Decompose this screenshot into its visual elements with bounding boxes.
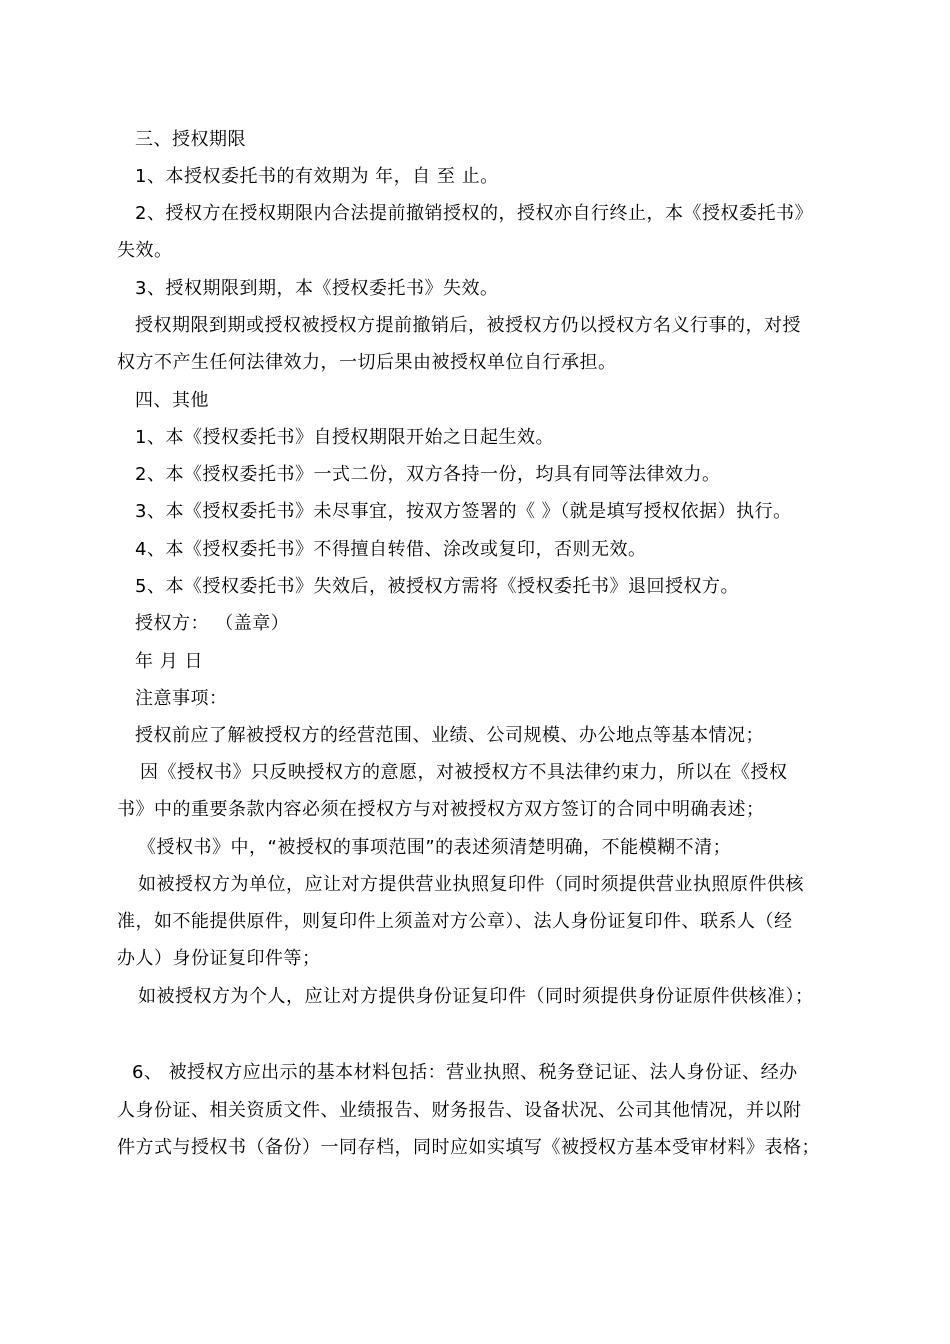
section-3-note-line-1: 授权期限到期或授权被授权方提前撤销后，被授权方仍以授权方名义行事的，对授 bbox=[135, 315, 801, 336]
section-4-item-3: 3、本《授权委托书》未尽事宜，按双方签署的《 》（就是填写授权依据）执行。 bbox=[135, 501, 792, 522]
notes-title: 注意事项： bbox=[135, 688, 228, 709]
section-4-item-1: 1、本《授权委托书》自授权期限开始之日起生效。 bbox=[135, 427, 554, 448]
note-4-line-3: 办人）身份证复印件等； bbox=[117, 948, 321, 969]
note-2-line-2: 书》中的重要条款内容必须在授权方与对被授权方双方签订的合同中明确表述； bbox=[117, 799, 765, 820]
section-4-title: 四、其他 bbox=[135, 390, 209, 411]
note-5: 如被授权方为个人，应让对方提供身份证复印件（同时须提供身份证原件供核准）； bbox=[138, 986, 814, 1007]
section-3-title: 三、授权期限 bbox=[135, 129, 246, 150]
section-4-item-2: 2、本《授权委托书》一式二份，双方各持一份，均具有同等法律效力。 bbox=[135, 464, 721, 485]
note-6-line-1: 6、 被授权方应出示的基本材料包括：营业执照、税务登记证、法人身份证、经办 bbox=[132, 1062, 798, 1083]
note-3: 《授权书》中，“被授权的事项范围”的表述须清楚明确，不能模糊不清； bbox=[138, 837, 732, 858]
note-6-line-3: 件方式与授权书（备份）一同存档，同时应如实填写《被授权方基本受审材料》表格； bbox=[117, 1137, 820, 1158]
note-1: 授权前应了解被授权方的经营范围、业绩、公司规模、办公地点等基本情况； bbox=[135, 725, 764, 746]
section-3-item-2-line-2: 失效。 bbox=[117, 240, 173, 261]
section-4-item-5: 5、本《授权委托书》失效后，被授权方需将《授权委托书》退回授权方。 bbox=[135, 576, 739, 597]
section-3-item-1: 1、本授权委托书的有效期为 年，自 至 止。 bbox=[135, 166, 499, 187]
date-line: 年 月 日 bbox=[135, 651, 203, 672]
section-3-item-3: 3、授权期限到期，本《授权委托书》失效。 bbox=[135, 278, 499, 299]
note-4-line-1: 如被授权方为单位，应让对方提供营业执照复印件（同时须提供营业执照原件供核 bbox=[138, 874, 804, 895]
note-4-line-2: 准，如不能提供原件，则复印件上须盖对方公章）、法人身份证复印件、联系人（经 bbox=[117, 911, 793, 932]
signer-line: 授权方： （盖章） bbox=[135, 613, 290, 634]
section-4-item-4: 4、本《授权委托书》不得擅自转借、涂改或复印，否则无效。 bbox=[135, 539, 647, 560]
section-3-item-2-line-1: 2、授权方在授权期限内合法提前撤销授权的，授权亦自行终止，本《授权委托书》 bbox=[135, 203, 813, 224]
section-3-note-line-2: 权方不产生任何法律效力，一切后果由被授权单位自行承担。 bbox=[117, 352, 617, 373]
note-2-line-1: 因《授权书》只反映授权方的意愿，对被授权方不具法律约束力，所以在《授权 bbox=[140, 762, 788, 783]
note-6-line-2: 人身份证、相关资质文件、业绩报告、财务报告、设备状况、公司其他情况，并以附 bbox=[117, 1100, 802, 1121]
